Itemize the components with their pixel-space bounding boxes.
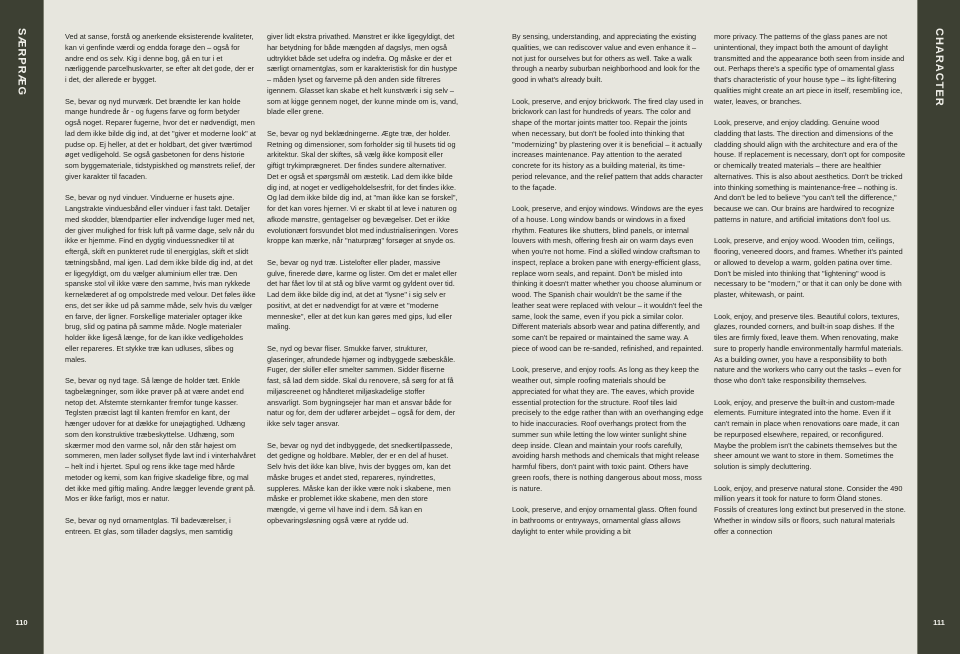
- right-page-column-2: [714, 32, 906, 548]
- paragraph-cladding-en: Look, preserve, and enjoy cladding. Genuine wood cladding that lasts. The direction and dimensions of the cladding should align with the architecture and era of the house. If replacement is necessary, don't opt for composite or chemically treated materials – there are healthier alternatives. This is also about aesthetics. Don't be tricked into thinking something is maintenance-free – nothing is. And don't be led to believe "you can't tell the difference," because we can. Our brains are hardwired to recognize patterns in nature, and artificial imitations don't fool us.: [714, 118, 906, 224]
- paragraph-glass-da: Se, bevar og nyd ornamentglas. Til badeværelser, i entreen. Et glas, som tillader dagslys, men samtidig: [65, 515, 233, 536]
- paragraph-builtin-en: Look, enjoy, and preserve the built-in and custom-made elements. Furniture integrated into the home. Even if it can't remain in place when renovations oare made, it can be repurposed elsewhere, repaired, or reconfigured. Maybe the problem isn't the cabinets themselves but the sheer amount we want to store in them. Sometimes the solution is simply decluttering.: [714, 397, 900, 471]
- paragraph-roofs-en: Look, preserve, and enjoy roofs. As long as they keep the weather out, simple roofing materials should be appreciated for what they are. The eaves, which provide essential protection for the structure. Roof tiles laid precisely to the edge rather than with an overhanging edge to hide inaccuracies. Roof overhangs protect from the summer sun while letting the low winter sunlight shine deep inside. Clean and maintain your roofs carefully, avoiding harsh methods and chemicals that might release harmful fibers, don't paint with toxic paint. Others have green roofs, there is nothing dangerous about moss, moss is nature.: [512, 365, 704, 493]
- paragraph-glass-en: Look, preserve, and enjoy ornamental glass. Often found in bathrooms or entryways, ornamental glass allows daylight to enter while providing a bit: [512, 505, 697, 536]
- section-title-english: CHARACTER: [933, 28, 945, 107]
- page-number-left: 110: [15, 618, 28, 627]
- left-page-column-2: [267, 32, 459, 537]
- paragraph-glass-cont-en: more privacy. The patterns of the glass panes are not unintentional, they impact both the amount of daylight transmitted and the appearance both seen from inside and out. Perhaps there's a specific type of ornamental glass that's characteristic of your house type – its light-filtering qualities might create an art piece in itself, resembling ice, water, leaves, or branches.: [714, 32, 905, 106]
- paragraph-intro-en: By sensing, understanding, and appreciating the existing qualities, we can rediscover value and even enhance it – not just for ourselves but for others as well. Take a walk through a nearby suburban neighborhood and look for the good in what's already built.: [512, 32, 700, 84]
- paragraph-roofs-da: Se, bevar og nyd tage. Så længe de holder tæt. Enkle tagbelægninger, som ikke prøver på at være andet end netop det. Afstemte sternkanter fremfor tunge kasser. Teglsten præcist lagt til kanten fremfor en kant, der hænger udover for at dække for unøjagtighed. Udhæng som den konstruktive træbeskyttelse. Udhæng, som skærmer mod den varme sol, når den står højest om sommeren, men lader sollyset flyde lavt ind i vinterhalvåret – helt ind i hjertet. Spul og rens ikke tage med hårde metoder og kemi, som kan frigive skadelige fibre, og mal det ikke med giftig maling. Andre lægger levende grønt på. Mos er ikke farligt, mos er natur.: [65, 376, 256, 504]
- right-page-column-1: [512, 32, 704, 548]
- paragraph-tiles-da: Se, nyd og bevar fliser. Smukke farver, strukturer, glaseringer, afrundede hjørner og indbyggede sæbeskåle. Fuger, der skiller eller smelter sammen. Sidder fliserne fast, så lad dem sidde. Skal du renovere, så sørg for at få miljøscreenet og håndteret miljøskadelige stoffer ansvarligt. Som bygningsejer har man et ansvar både for natur og for, dem der udfører arbejdet – også for dem, der ikke selv tager ansvar.: [267, 343, 456, 428]
- paragraph-tiles-en: Look, enjoy, and preserve tiles. Beautiful colors, textures, glazes, rounded corners, and built-in soap dishes. If the tiles are firmly fixed, leave them. When renovating, make sure to properly handle environmentally harmful materials. As a building owner, you have a responsibility to both nature and the workers who carry out the tasks – even for those who don't take responsibility themselves.: [714, 311, 903, 385]
- page-number-right: 111: [933, 618, 945, 627]
- section-title-danish: SÆRPRÆG: [15, 28, 28, 97]
- paragraph-windows-da: Se, bevar og nyd vinduer. Vinduerne er husets øjne. Langstrakte vinduesbånd eller vinduer i fast takt. Detaljer med skodder, blændpartier eller indvendige luger med net, der giver mulighed for frisk luft på varme dage, selv når du ikke er hjemme. Find en dygtig vinduessnedker til at eftergå, skift en punkteret rude til energiglas, skift et slidt tætningsbånd, mal igen. Lad dem ikke bilde dig ind, at det er ligegyldigt, om du vælger aluminium eller træ. Den spanske stol vil ikke være den samme, hvis man rykkede kernelæderet af og ompolstrede med velour. Det føles ikke ens, det ser ikke ud på samme måde, selv hvis du vælger en farve, der ligner. Forskellige materialer optager ikke brug, slid og patina på samme måde. Nogle materialer holder ikke ligeså længe, for de kan ikke vedligeholdes eller repareres. Et stykke træ kan udluses, slibes og males.: [65, 193, 256, 364]
- paragraph-wood-da: Se, bevar og nyd træ. Listelofter eller plader, massive gulve, finerede døre, karme og lister. Om det er malet eller det har fået lov til at stå og blive varmt og gyldent over tid. Lad dem ikke bilde dig ind, at det at "lysne" i sig selv er positivt, at det er nødvendigt for at være et "moderne menneske", eller at det kun kan gøres med gips, lud eller maling.: [267, 257, 457, 332]
- paragraph-cladding-da: Se, bevar og nyd beklædningerne. Ægte træ, der holder. Retning og dimensioner, som forholder sig til husets tid og arkitektur. Skal der skiftes, så vælg ikke komposit eller giftigt trykimprægneret. Der findes sundere alternativer. Det er også et spørgsmål om æstetik. Lad dem ikke bilde dig ind, at noget er vedligeholdelsesfrit, for det findes ikke. Og lad dem ikke bilde dig ind, at "man ikke kan se forskel", for det kan vores hjerner. Vi er skabt til at leve i naturen og afkode mønstre, gentagelser og bevægelser. Det er ikke evolutionært forsvundet blot med industrialiseringen. Vores kroppe kan mærke, når "naturpræg" forsøger at snyde os.: [267, 128, 459, 246]
- paragraph-stone-en: Look, enjoy, and preserve natural stone. Consider the 490 million years it took for nature to form Öland stones. Fossils of creatures long extinct but preserved in the stone. Whether in window sills or floors, such natural materials offer a connection: [714, 483, 906, 536]
- paragraph-windows-en: Look, preserve, and enjoy windows. Windows are the eyes of a house. Long window bands or windows in a fixed rhythm. Features like shutters, blind panels, or internal louvers with mesh, offering fresh air on warm days even when you're not home. Find a skilled window craftsman to inspect, replace a broken pane with energy-efficient glass, replace worn seals, and repaint. Don't be misled into thinking it doesn't matter whether you choose aluminum or wood. The Spanish chair wouldn't be the same if the leather seat were replaced with velour – it wouldn't feel the same, look the same, even if you pick a similar color. Different materials absorb wear and patina differently, and some can't be repaired or maintained the same way. A piece of wood can be re-sanded, refinished, and repainted.: [512, 204, 704, 353]
- paragraph-brickwork-da: Se, bevar og nyd murværk. Det brændte ler kan holde mange hundrede år - og fugens farve og form betyder også noget. Reparer fugerne, hvor det er nødvendigt, men lad dem ikke bilde dig ind, at det "giver et moderne look" at pudse op. Ej heller, at det er holdbart, det giver tværtimod øget vedligehold. Se også gasbetonen for dens historie som byggemateriale, tidstypiskhed og mønstrets relief, der giver karakter til facaden.: [65, 96, 256, 181]
- paragraph-intro-da: Ved at sanse, forstå og anerkende eksisterende kvaliteter, kan vi genfinde værdi og endda forøge den – også for andre end os selv. Kig i denne bog, gå en tur i et nærliggende parcelhuskvarter, se efter alt det gode, der er i det, der allerede er bygget.: [65, 32, 255, 84]
- paragraph-builtin-da: Se, bevar og nyd det indbyggede, det snedkertilpassede, det gedigne og holdbare. Møbler, der er en del af huset. Selv hvis det ikke kan blive, hvis der bygges om, kan det måske bruges et andet sted, repareres, nyindrettes, suppleres. Måske kan der ikke være nok i skabene, men måske er problemet ikke skabene, men den store mængde, vi gerne vil have ind i dem. Så kan en opbevaringsløsning også være at rydde ud.: [267, 440, 453, 525]
- paragraph-glass-cont-da: giver lidt ekstra privathed. Mønstret er ikke ligegyldigt, det har betydning for både mængden af dagslys, men også udtrykket både set udefra og indefra. Og måske er der et særligt ornamentglas, som er karakteristisk for din hustype – måden lyset og farverne på den anden side filtreres igennem. Glasset kan skabe et helt kunstværk i sig selv – som at kigge gennem noget, der kunne minde om is, vand, blade eller grene.: [267, 32, 459, 117]
- paragraph-brickwork-en: Look, preserve, and enjoy brickwork. The fired clay used in brickwork can last for hundreds of years. The color and shape of the mortar joints matter too. Repair the joints when necessary, but don't be fooled into thinking that "modernizing" by plastering over it is beneficial – it actually increases maintenance. Pay attention to the aerated concrete for its history as a building material, its time-period relevance, and the relief pattern that adds character to the façade.: [512, 96, 704, 192]
- left-page-column-1: [65, 32, 257, 548]
- paragraph-wood-en: Look, preserve, and enjoy wood. Wooden trim, ceilings, flooring, veneered doors, and frames. Whether it's painted or allowed to develop a warm, golden patina over time. Don't be misled into thinking that "lightening" wood is necessary to be "modern," or that it can only be done with plaster, whitewash, or paint.: [714, 236, 903, 299]
- right-page-sidebar: [917, 0, 960, 654]
- left-page-sidebar: [0, 0, 44, 654]
